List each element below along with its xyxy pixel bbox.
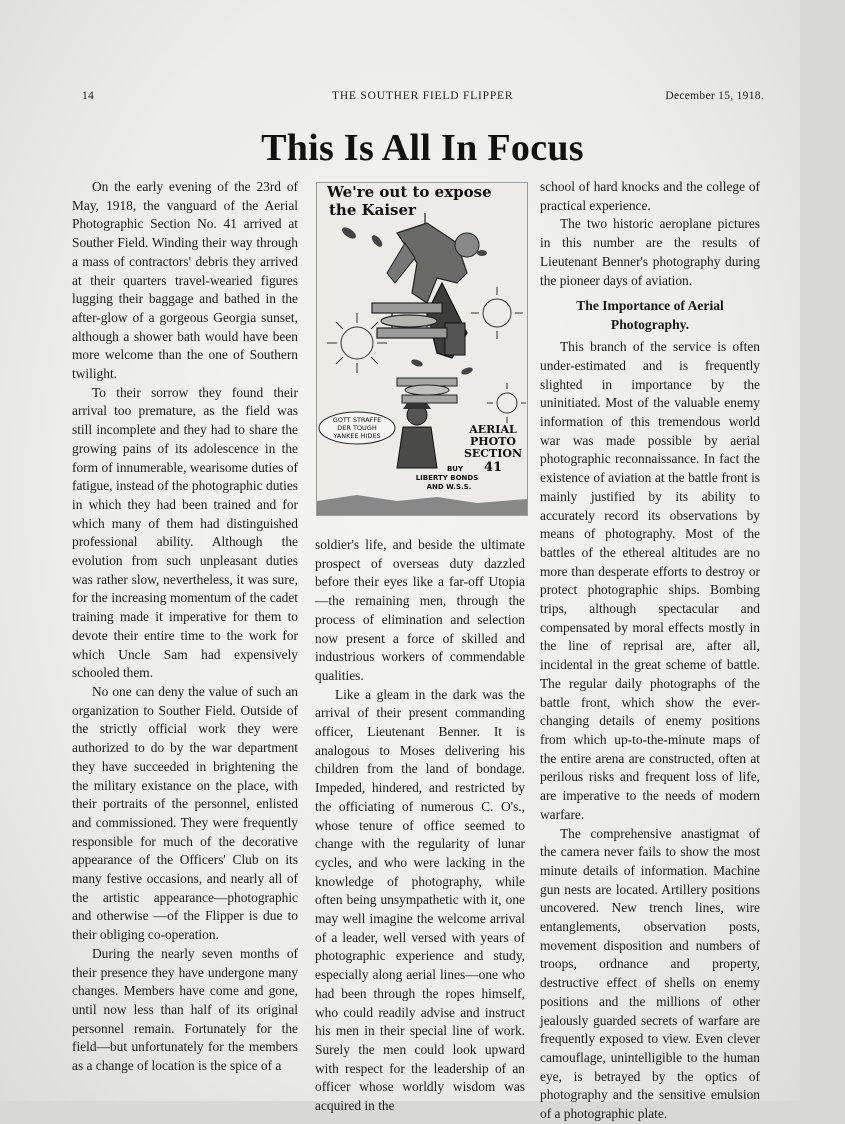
poster-label-aerial: AERIAL	[469, 423, 517, 436]
speech-bubble	[319, 412, 395, 444]
poster-buy-1: BUY	[446, 465, 464, 473]
paragraph: soldier's life, and beside the ultimate prospect of overseas duty dazzled before their eyes like a far-off Utopia—the remaining men, through the process of elimination and selection now present a force of skilled and industrious workers of commendable qualities.	[315, 537, 525, 683]
biplane-icon	[372, 303, 447, 338]
column-2	[315, 536, 525, 1116]
issue-date: December 15, 1918.	[665, 90, 764, 102]
column-1	[72, 178, 298, 1076]
poster-label-photo: PHOTO	[469, 435, 517, 448]
paragraph: This branch of the service is often under-estimated and is frequently slighted in importance by the uninitiated. Most of the valuable enemy information of this tremendous world war was made possible by aerial photographic reconnaissance. In fact the existence of aviation at the battle front is mainly justified by its ability to accurately record its observations by means of photography. Most of the battles of the ethereal altitudes are no more than desperate efforts to destroy or protect photographic ships. Bombing trips, although spectacular and compensated by moral effects mostly in the line of reprisal are, after all, incidental in the great scheme of battle. The regular daily photographs of the battle front, which show the ever-changing details of enemy positions from which up-to-the-minute maps of the entire arena are constructed, often at perilous risks and frequent loss of life, are imperative to the needs of modern warfare.	[540, 339, 760, 822]
paragraph: No one can deny the value of such an organization to Souther Field. Outside of the strictly official work they were authorized to do by the war department they have succeeded in brightening the the military existance on the place, with their portraits of the personnel, enlisted and commissioned. They were frequently responsible for much of the decorative appearance of the Officers' Club on its many festive occasions, and nearly all of the artistic appearance—photographic and otherwise —of the Flipper is due to their obliging co-operation.	[72, 683, 298, 943]
page-number: 14	[82, 90, 95, 102]
poster-buy-3: AND W.S.S.	[426, 483, 472, 491]
paragraph: The two historic aeroplane pictures in this number are the results of Lieutenant Benner's photography during the pioneer days of aviation.	[540, 216, 760, 288]
poster-headline-2: the Kaiser	[329, 201, 416, 219]
paragraph: The comprehensive anastigmat of the camera never fails to show the most minute details of information. Machine gun nests are located. Artillery positions uncovered. New trench lines, wire entanglements, observation posts, movement disposition and numbers of troops, ordnance and property, destructive effect of shells on enemy positions and the millions of other jealously guarded secrets of warfare are frequently exposed to view. Even clever camouflage, unintelligible to the human eye, is betrayed by the optics of photography and the sensitive emulsion of a photographic plate.	[540, 825, 760, 1122]
column-3	[540, 178, 760, 1124]
paragraph: school of hard knocks and the college of practical experience.	[540, 179, 760, 213]
paragraph: During the nearly seven months of their presence they have undergone many changes. Members have come and gone, until now less than half of its original personnel remain. Fortunately for the field—but unfortunately for the members as a change of location is the spice of a	[72, 945, 298, 1074]
paragraph: Like a gleam in the dark was the arrival of their present commanding officer, Lieutenant Benner. It is analogous to Moses delivering his children from the land of bondage. Impeded, hindered, and restricted by the officiating of numerous C. O's., whose tenure of office seemed to change with the regularity of lunar cycles, and who were lacking in the knowledge of photography, while often being unsympathetic with it, one may well imagine the welcome arrival of a leader, well versed with years of photographic experience and study, especially along aerial lines—one who had been through the ropes himself, who could readily advise and instruct his men in their special line of work. Surely the men could look upward with respect for the leadership of an officer whose worldly wisdom was acquired in the	[315, 686, 525, 1114]
paragraph: On the early evening of the 23rd of May, 1918, the vanguard of the Aerial Photographic Section No. 41 arrived at Souther Field. Winding their way through a mass of contractors' debris they arrived at their quarters travel-wearied figures lugging their baggage and bathed in the after-glow of a gorgeous Georgia sunset, although a shower bath would have been more welcome than the one of Southern twilight.	[72, 179, 298, 382]
publication-name: THE SOUTHER FIELD FLIPPER	[332, 90, 514, 102]
poster-label-number: 41	[483, 460, 503, 475]
paragraph: To their sorrow they found their arrival too premature, as the field was still incomplete and they had to share the growing pains of its adolescence in the form of innumerable, wearisome duties of fatigue, instead of the photographic duties in which they had been trained and for which many of them had distinguished professional ability. Although the evolution from such unpleasant duties was rather slow, nevertheless, it was sure, for the increasing momentum of the cadet training made it imperative for them to devote their entire time to the work for which Uncle Sam had expensively schooled them.	[72, 384, 298, 681]
poster-buy-2: LIBERTY BONDS	[415, 474, 479, 482]
bubble-text-3: YANKEE HIDES	[333, 432, 381, 440]
article-title: This Is All In Focus	[261, 127, 584, 169]
page-header	[82, 90, 764, 106]
poster-headline-1: We're out to expose	[327, 183, 492, 201]
bubble-text-1: GOTT STRAFFE	[332, 416, 382, 424]
cartoon-poster	[316, 182, 528, 516]
section-subheading: The Importance of Aerial Photography.	[576, 298, 724, 333]
poster-label-section: SECTION	[463, 447, 523, 460]
biplane-lower-icon	[397, 378, 457, 403]
bubble-text-2: DER TOUGH	[337, 424, 377, 432]
